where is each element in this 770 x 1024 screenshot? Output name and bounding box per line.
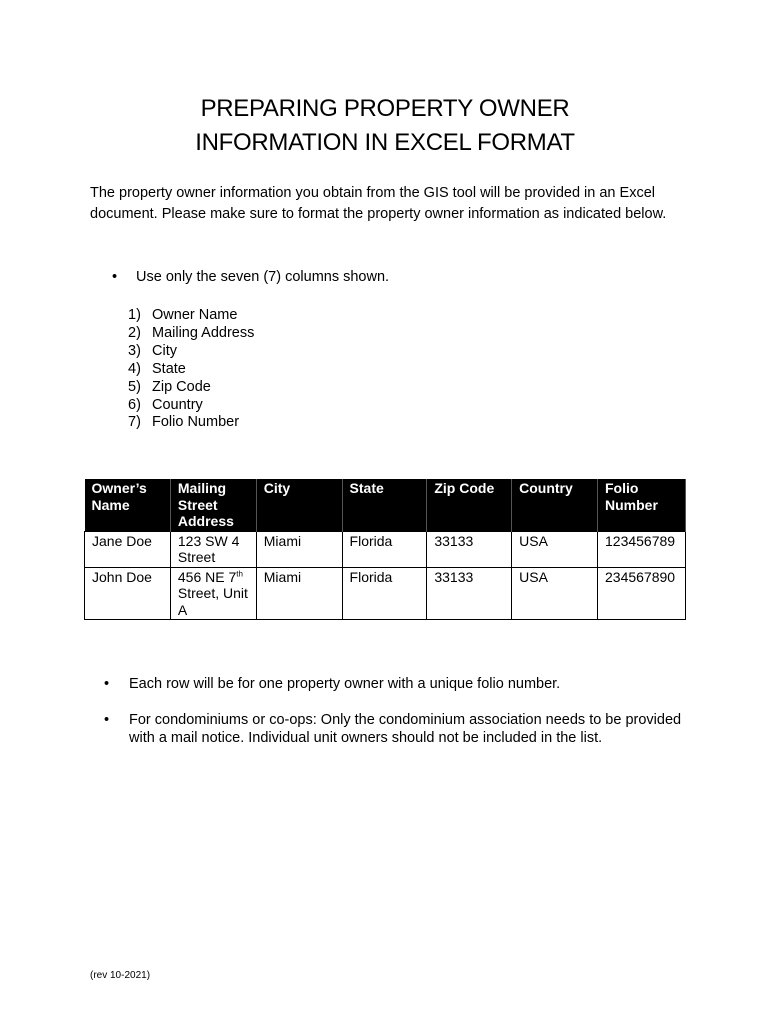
header-folio-number: Folio Number: [598, 479, 686, 531]
list-number: 2): [128, 324, 141, 341]
columns-bullet: [112, 267, 389, 287]
page-title: [0, 92, 770, 160]
columns-bullet-text: Use only the seven (7) columns shown.: [136, 269, 390, 285]
list-item: [128, 361, 254, 379]
address-part-1: 456 NE 7: [177, 568, 237, 585]
list-label: Folio Number: [152, 414, 240, 431]
bullet-icon: •: [104, 712, 110, 728]
list-label: State: [152, 360, 186, 377]
list-item: [128, 307, 254, 325]
cell-state: Florida: [342, 567, 427, 620]
cell-city: Miami: [256, 531, 342, 567]
list-number: 1): [128, 307, 141, 323]
list-label: Owner Name: [152, 307, 238, 323]
cell-owner: Jane Doe: [85, 531, 171, 567]
note-text: Each row will be for one property owner with a unique folio number.: [129, 676, 561, 692]
bullet-icon: •: [104, 676, 110, 692]
header-zip-code: Zip Code: [427, 479, 512, 531]
header-owner-name: Owner’s Name: [85, 479, 171, 531]
cell-zip: 33133: [427, 531, 512, 567]
revision-note: (rev 10-2021): [90, 970, 151, 981]
address-superscript: th: [236, 568, 243, 578]
list-item: [128, 414, 254, 432]
note-text: For condominiums or co-ops: Only the condominium association needs to be provided with a mail notice. Individual unit owners should not be included in the list.: [129, 712, 682, 746]
list-item: [128, 379, 254, 397]
table-row: [85, 567, 686, 620]
table-row: [85, 531, 686, 567]
header-city: City: [256, 479, 342, 531]
cell-address: [170, 567, 256, 620]
list-number: 7): [128, 414, 141, 431]
list-number: 5): [128, 378, 141, 395]
title-line-2: INFORMATION IN EXCEL FORMAT: [195, 129, 575, 156]
cell-folio: 234567890: [598, 567, 686, 620]
list-number: 3): [128, 342, 141, 359]
list-item: [128, 343, 254, 361]
list-item: [128, 397, 254, 415]
list-label: Zip Code: [152, 378, 211, 395]
list-item: [104, 675, 704, 693]
list-label: Mailing Address: [152, 324, 255, 341]
list-label: Country: [152, 396, 203, 413]
cell-address: 123 SW 4 Street: [170, 531, 256, 567]
cell-folio: 123456789: [598, 531, 686, 567]
notes-list: [104, 675, 704, 765]
header-mailing-address: Mailing Street Address: [170, 479, 256, 531]
address-part-2: Street, Unit A: [177, 585, 248, 618]
table-header-row: [85, 479, 686, 531]
cell-zip: 33133: [427, 567, 512, 620]
owner-info-table: [84, 479, 686, 620]
cell-city: Miami: [256, 567, 342, 620]
header-state: State: [342, 479, 427, 531]
intro-paragraph: The property owner information you obtain from the GIS tool will be provided in an Excel document. Please make sure to format the property owner information as indicated below.: [90, 185, 667, 222]
cell-country: USA: [512, 567, 598, 620]
cell-owner: John Doe: [85, 567, 171, 620]
list-item: [128, 325, 254, 343]
list-item: [104, 711, 704, 747]
list-number: 6): [128, 396, 141, 413]
bullet-icon: •: [112, 269, 118, 285]
cell-state: Florida: [342, 531, 427, 567]
title-line-1: PREPARING PROPERTY OWNER: [200, 95, 570, 122]
list-number: 4): [128, 360, 141, 377]
columns-list: [128, 307, 254, 432]
list-label: City: [152, 342, 177, 359]
header-country: Country: [512, 479, 598, 531]
cell-country: USA: [512, 531, 598, 567]
